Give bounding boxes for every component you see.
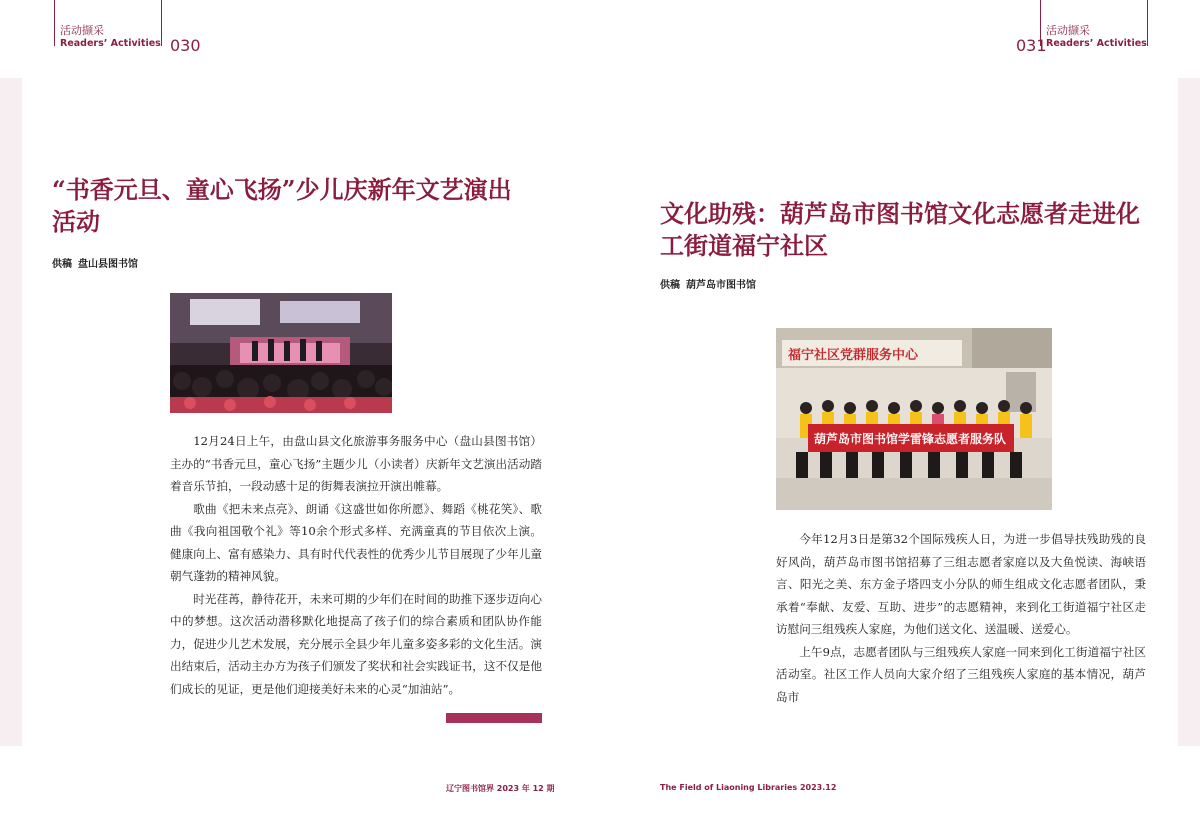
right-article-title [660, 198, 1160, 262]
right-volunteer-photo [776, 328, 1052, 510]
left-article-title [52, 174, 572, 238]
right-header [1046, 22, 1147, 49]
photo-sign-text: 福宁社区党群服务中心 [788, 348, 919, 363]
right-title-line1: 文化助残：葫芦岛市图书馆文化志愿者走进化 [660, 199, 1140, 228]
footer-left: 辽宁图书馆界 2023 年 12 期 [446, 784, 555, 793]
left-header-section-en: Readers’ Activities [60, 38, 161, 49]
right-paragraph-1: 今年12月3日是第32个国际残疾人日，为进一步倡导扶残助残的良好风尚，葫芦岛市图书馆招募了三组志愿者家庭以及大鱼悦读、海峡语言、阳光之美、东方金子塔四支小分队的师生组成文化志愿者团队，秉承着“奉献、友爱、互助、进步”的志愿精神，来到化工街道福宁社区走访慰问三组残疾人家庭，为他们送文化、送温暖、送爱心。 [776, 532, 1146, 636]
left-page-number: 030 [170, 36, 201, 55]
footer-right: The Field of Liaoning Libraries 2023.12 [660, 783, 837, 792]
right-credit-source: 葫芦岛市图书馆 [686, 280, 756, 291]
right-header-section-cn: 活动撷采 [1046, 24, 1090, 37]
volunteer-group-image [776, 328, 1052, 510]
right-title-line2: 工街道福宁社区 [660, 231, 828, 260]
left-paragraph-1: 12月24日上午，由盘山县文化旅游事务服务中心（盘山县图书馆）主办的“书香元旦，童心飞扬”主题少儿（小读者）庆新年文艺演出活动踏着音乐节拍，一段动感十足的街舞表演拉开演出帷幕。 [170, 434, 542, 493]
right-article-body [776, 528, 1146, 708]
left-credit-label: 供稿 [52, 259, 72, 270]
left-credit-source: 盘山县图书馆 [78, 259, 138, 270]
right-paragraph-2: 上午9点，志愿者团队与三组残疾人家庭一同来到化工街道福宁社区活动室。社区工作人员向大家介绍了三组残疾人家庭的基本情况，葫芦岛市 [776, 644, 1146, 704]
left-paragraph-3: 时光荏苒，静待花开，未来可期的少年们在时间的助推下逐步迈向心中的梦想。这次活动潜移默化地提高了孩子们的综合素质和团队协作能力，促进少儿艺术发展，充分展示全县少年儿童多姿多彩的文化生活。演出结束后，活动主办方为孩子们颁发了奖状和社会实践证书，这不仅是他们成长的见证，更是他们迎接美好未来的心灵“加油站”。 [170, 591, 542, 696]
left-credit [52, 255, 144, 270]
left-header-rule-inner [161, 0, 162, 46]
left-title-line2: 活动 [52, 207, 100, 236]
left-performance-photo [170, 293, 392, 413]
stage-performance-image [170, 293, 392, 413]
left-title-line1: “书香元旦、童心飞扬”少儿庆新年文艺演出 [52, 175, 512, 204]
left-paragraph-2: 歌曲《把未来点亮》、朗诵《这盛世如你所愿》、舞蹈《桃花笑》、歌曲《我向祖国敬个礼》等10余个形式多样、充满童真的节目依次上演。健康向上、富有感染力、具有时代代表性的优秀少儿节目展现了少年儿童朝气蓬勃的精神风貌。 [170, 501, 542, 583]
left-header-section-cn: 活动撷采 [60, 24, 104, 37]
right-page-number: 031 [1016, 36, 1047, 55]
left-article-body [170, 430, 542, 700]
right-header-section-en: Readers’ Activities [1046, 38, 1147, 49]
left-header-rule-outer [54, 0, 55, 46]
article-end-bar [446, 713, 542, 723]
right-header-rule-outer [1147, 0, 1148, 46]
right-credit [660, 276, 762, 291]
right-credit-label: 供稿 [660, 280, 680, 291]
left-header [60, 22, 161, 49]
photo-banner-text: 葫芦岛市图书馆学雷锋志愿者服务队 [814, 432, 1007, 446]
